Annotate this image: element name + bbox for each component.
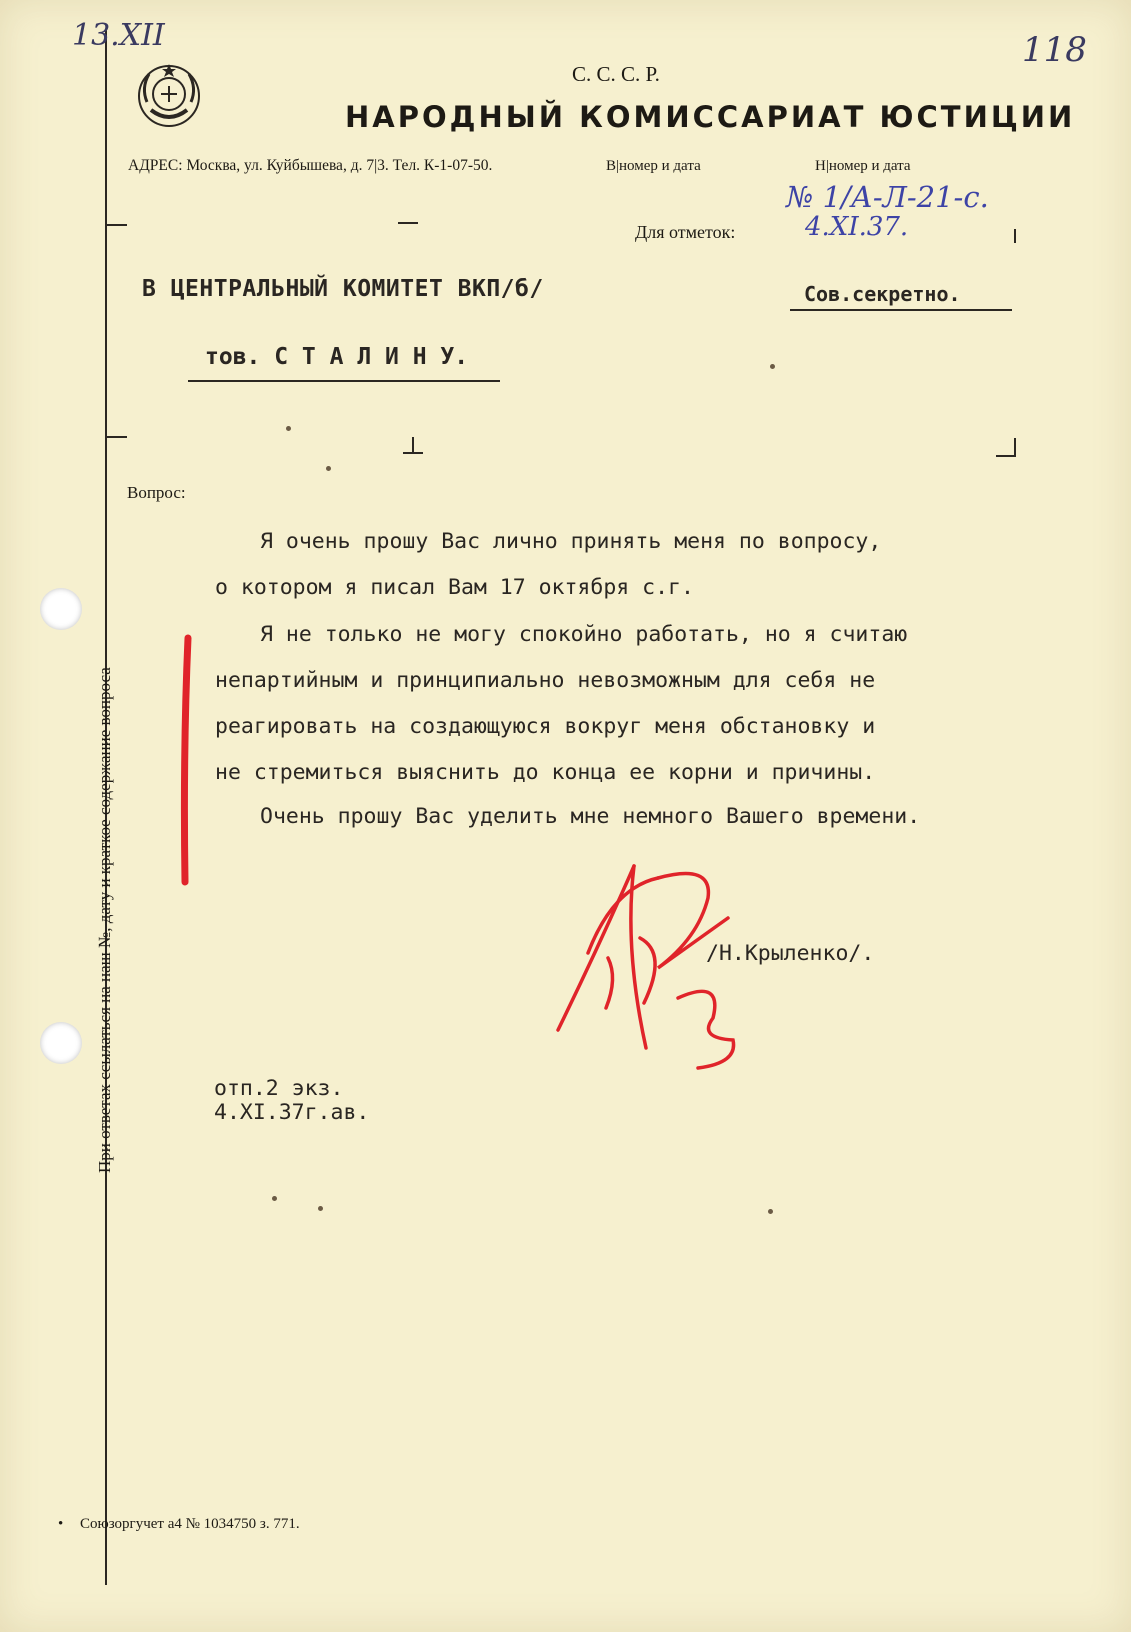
corner-mark <box>105 224 127 226</box>
paper-speck <box>768 1209 773 1214</box>
country-header: С. С. С. Р. <box>572 62 660 86</box>
punch-hole-top <box>40 588 82 630</box>
body-line: реагировать на создающуюся вокруг меня обстановку и <box>215 714 876 739</box>
red-margin-mark <box>172 632 202 888</box>
body-line: Очень прошу Вас уделить мне немного Вашего времени. <box>260 804 921 829</box>
typist-date-note: 4.XI.37г.ав. <box>214 1100 370 1125</box>
printer-imprint: Союзоргучет а4 № 1034750 з. 771. <box>80 1516 300 1532</box>
addressee-organization: В ЦЕНТРАЛЬНЫЙ КОМИТЕТ ВКП/б/ <box>142 276 544 302</box>
body-line: о котором я писал Вам 17 октября с.г. <box>215 575 694 600</box>
registration-date: 4.XI.37. <box>805 212 909 242</box>
corner-mark <box>996 455 1016 457</box>
corner-mark <box>1014 229 1016 243</box>
corner-mark <box>412 437 414 453</box>
paper-speck <box>272 1196 277 1201</box>
body-line: Я не только не могу спокойно работать, но я считаю <box>260 622 908 647</box>
outgoing-number-label: Н|номер и дата <box>815 158 911 174</box>
side-note: При ответах ссылаться на наш №, дату и краткое содержание вопроса <box>95 667 114 1173</box>
body-line: не стремиться выяснить до конца ее корни и причины. <box>215 760 876 785</box>
ussr-coat-of-arms-icon <box>133 60 205 132</box>
address-line: АДРЕС: Москва, ул. Куйбышева, д. 7|3. Тел. К-1-07-50. <box>128 157 493 174</box>
punch-hole-bottom <box>40 1022 82 1064</box>
ministry-title: НАРОДНЫЙ КОМИССАРИАТ ЮСТИЦИИ <box>345 100 1076 134</box>
body-line: непартийным и принципиально невозможным для себя не <box>215 668 876 693</box>
corner-mark <box>105 436 127 438</box>
question-label: Вопрос: <box>127 483 186 502</box>
page-number: 118 <box>1022 30 1087 70</box>
addressee-name: тов. С Т А Л И Н У. <box>205 344 469 370</box>
marks-label: Для отметок: <box>635 222 736 242</box>
classification-underline <box>790 309 1012 311</box>
corner-note-left: 13.XII <box>72 18 165 53</box>
body-line: Я очень прошу Вас лично принять меня по вопросу, <box>260 529 882 554</box>
paper-speck <box>286 426 291 431</box>
copies-note: отп.2 экз. <box>214 1076 344 1101</box>
addressee-underline <box>188 380 500 382</box>
imprint-bullet: • <box>58 1516 64 1532</box>
registration-number: № 1/А-Л-21-с. <box>786 180 989 214</box>
paper-speck <box>326 466 331 471</box>
incoming-number-label: В|номер и дата <box>606 158 701 174</box>
red-pencil-signature <box>548 858 748 1078</box>
classification-stamp: Сов.секретно. <box>804 282 961 306</box>
corner-mark <box>1014 438 1016 456</box>
paper-speck <box>770 364 775 369</box>
paper-speck <box>318 1206 323 1211</box>
corner-mark <box>398 222 418 224</box>
signature-name: /Н.Крыленко/. <box>706 941 875 966</box>
corner-mark <box>403 452 423 454</box>
